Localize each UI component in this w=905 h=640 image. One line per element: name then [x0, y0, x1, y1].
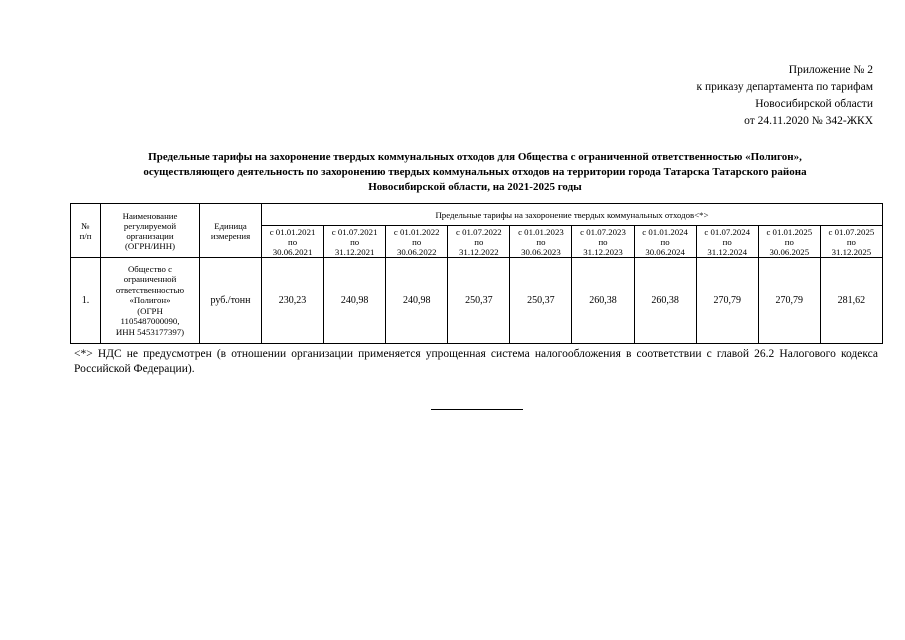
period-header [386, 226, 448, 258]
period-by: по [474, 236, 484, 247]
title-line-2: осуществляющего деятельность по захоронению твердых коммунальных отходов на территории города Татарска Татарского района [143, 166, 807, 178]
org-line: (ОГРН [137, 305, 163, 316]
tariff-value: 270,79 [758, 258, 820, 344]
header-unit [200, 204, 262, 258]
header-org [101, 204, 200, 258]
separator-line [431, 409, 523, 410]
period-header [634, 226, 696, 258]
period-from: с 01.07.2025 [828, 226, 875, 237]
period-to: 31.12.2024 [707, 246, 747, 257]
row-org [101, 258, 200, 344]
tariff-value: 270,79 [696, 258, 758, 344]
tariff-value: 281,62 [820, 258, 882, 344]
row-unit: руб./тонн [200, 258, 262, 344]
tariff-value: 240,98 [386, 258, 448, 344]
appendix-line-4: от 24.11.2020 № 342-ЖКХ [744, 115, 873, 127]
period-from: с 01.07.2023 [580, 226, 626, 237]
period-from: с 01.01.2022 [393, 226, 440, 237]
period-header [758, 226, 820, 258]
org-line: 1105487000090, [120, 316, 180, 327]
period-header [696, 226, 758, 258]
table-row [71, 258, 883, 344]
document-title [70, 150, 880, 195]
header-org-line: (ОГРН/ИНН) [124, 240, 176, 251]
org-line: ответственностью [115, 284, 185, 295]
header-org-line: регулируемой [123, 220, 177, 231]
appendix-line-1: Приложение № 2 [788, 64, 873, 76]
period-to: 30.06.2025 [769, 246, 810, 257]
period-by: по [287, 236, 298, 247]
org-line: ограниченной [123, 274, 177, 285]
header-num-line: п/п [79, 230, 92, 241]
period-header [572, 226, 634, 258]
tariff-value: 250,37 [510, 258, 572, 344]
tariff-table [70, 203, 883, 344]
org-line: «Полигон» [129, 295, 171, 306]
header-num [71, 204, 101, 258]
period-to: 31.12.2023 [583, 246, 623, 257]
footnote: <*> НДС не предусмотрен (в отношении организации применяется упрощенная система налогообложения в соответствии с главой 26.2 Налогового кодекса Российской Федерации). [74, 348, 878, 375]
tariff-value: 250,37 [448, 258, 510, 344]
period-header [820, 226, 882, 258]
tariff-value: 260,38 [634, 258, 696, 344]
appendix-header [696, 62, 873, 130]
period-to: 31.12.2021 [334, 246, 375, 257]
title-line-3: Новосибирской области, на 2021-2025 годы [368, 181, 582, 193]
period-from: с 01.01.2025 [766, 226, 813, 237]
period-by: по [350, 236, 360, 247]
tariff-value: 260,38 [572, 258, 634, 344]
appendix-line-3: Новосибирской области [755, 98, 873, 110]
period-from: с 01.01.2024 [642, 226, 688, 237]
header-unit-line: Единица [214, 220, 247, 231]
period-by: по [660, 236, 670, 247]
org-line: ИНН 5453177397) [115, 326, 185, 337]
period-header [448, 226, 510, 258]
period-from: с 01.07.2021 [331, 226, 378, 237]
period-to: 30.06.2021 [272, 246, 313, 257]
period-from: с 01.07.2022 [455, 226, 502, 237]
header-num-line: № [81, 220, 90, 231]
period-from: с 01.07.2024 [704, 226, 751, 237]
period-by: по [412, 236, 422, 247]
period-header [510, 226, 572, 258]
period-by: по [598, 236, 608, 247]
appendix-line-2: к приказу департамента по тарифам [696, 81, 873, 93]
row-num: 1. [71, 258, 101, 344]
period-by: по [536, 236, 546, 247]
header-tariffs: Предельные тарифы на захоронение твердых коммунальных отходов<*> [262, 204, 883, 226]
header-org-line: Наименование [122, 210, 178, 221]
period-to: 31.12.2025 [831, 246, 872, 257]
period-from: с 01.01.2023 [518, 226, 564, 237]
period-header [324, 226, 386, 258]
header-unit-line: измерения [210, 230, 251, 241]
tariff-value: 230,23 [262, 258, 324, 344]
period-by: по [784, 236, 794, 247]
period-by: по [846, 236, 856, 247]
period-to: 30.06.2023 [521, 246, 561, 257]
period-to: 30.06.2024 [645, 246, 685, 257]
org-line: Общество с [127, 263, 173, 274]
period-header [262, 226, 324, 258]
title-line-1: Предельные тарифы на захоронение твердых коммунальных отходов для Общества с ограниченной ответственностью «Полигон», [148, 151, 802, 163]
period-to: 30.06.2022 [396, 246, 437, 257]
period-by: по [722, 236, 732, 247]
period-from: с 01.01.2021 [269, 226, 316, 237]
tariff-value: 240,98 [324, 258, 386, 344]
header-org-line: организации [126, 230, 174, 241]
period-to: 31.12.2022 [459, 246, 499, 257]
